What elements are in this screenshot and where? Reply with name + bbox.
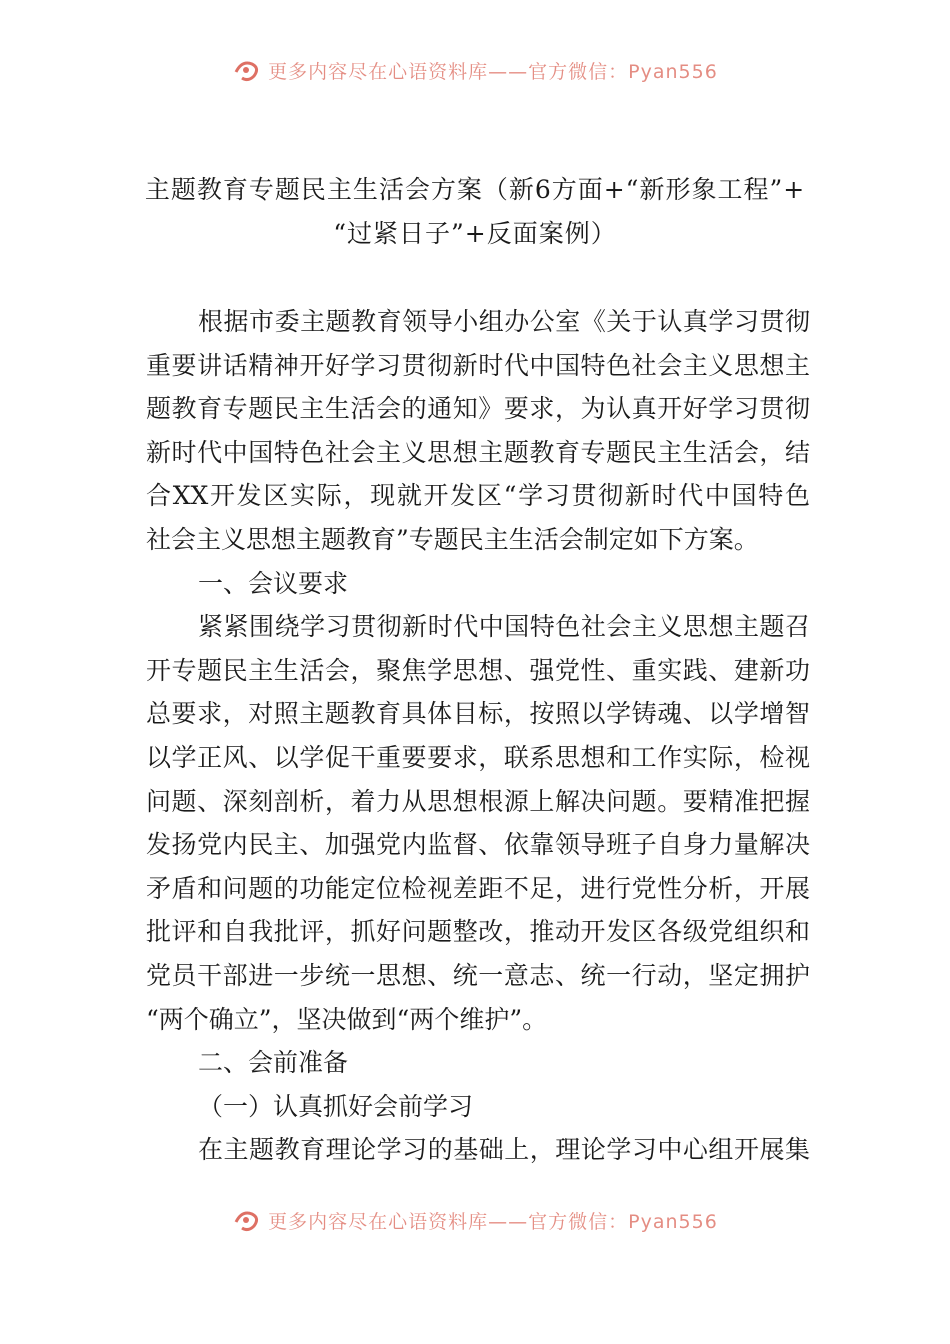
text-line: 问题、深刻剖析，着力从思想根源上解决问题。要精准把握 bbox=[146, 786, 810, 816]
section-heading: 一、会议要求 bbox=[198, 568, 349, 598]
text-line: 新时代中国特色社会主义思想主题教育专题民主生活会，结 bbox=[146, 437, 810, 467]
text-line: 以学正风、以学促干重要要求，联系思想和工作实际，检视 bbox=[146, 742, 810, 772]
watermark-text: 更多内容尽在心语资料库——官方微信：Pyan556 bbox=[268, 60, 718, 83]
text-line: 合XX开发区实际，现就开发区“学习贯彻新时代中国特色 bbox=[146, 481, 810, 511]
text-line: 紧紧围绕学习贯彻新时代中国特色社会主义思想主题召 bbox=[198, 612, 810, 642]
watermark-text: 更多内容尽在心语资料库——官方微信：Pyan556 bbox=[268, 1210, 718, 1233]
text-line: 重要讲话精神开好学习贯彻新时代中国特色社会主义思想主 bbox=[146, 350, 810, 380]
section-heading: 二、会前准备 bbox=[198, 1048, 349, 1078]
text-line: 总要求，对照主题教育具体目标，按照以学铸魂、以学增智 bbox=[146, 699, 810, 729]
logo-icon bbox=[232, 58, 262, 82]
watermark-top bbox=[0, 50, 950, 90]
text-line: 根据市委主题教育领导小组办公室《关于认真学习贯彻 bbox=[198, 307, 810, 336]
subsection-heading: （一）认真抓好会前学习 bbox=[198, 1091, 474, 1121]
document-title-line-2: “过紧日子”+反面案例） bbox=[333, 219, 617, 248]
text-line: 矛盾和问题的功能定位检视差距不足，进行党性分析，开展 bbox=[146, 873, 810, 903]
document-body bbox=[146, 300, 810, 1172]
document-title-line-1: 主题教育专题民主生活会方案（新6方面+“新形象工程”+ bbox=[144, 175, 806, 204]
text-line: 发扬党内民主、加强党内监督、依靠领导班子自身力量解决 bbox=[146, 830, 810, 860]
logo-icon bbox=[232, 1208, 262, 1232]
text-line: 社会主义思想主题教育”专题民主生活会制定如下方案。 bbox=[146, 524, 759, 554]
watermark-bottom bbox=[0, 1200, 950, 1240]
text-line: 题教育专题民主生活会的通知》要求，为认真开好学习贯彻 bbox=[146, 394, 810, 424]
text-line: 在主题教育理论学习的基础上，理论学习中心组开展集 bbox=[198, 1135, 810, 1165]
text-line: 党员干部进一步统一思想、统一意志、统一行动，坚定拥护 bbox=[146, 960, 810, 990]
text-line: “两个确立”，坚决做到“两个维护”。 bbox=[146, 1004, 548, 1034]
text-line: 开专题民主生活会，聚焦学思想、强党性、重实践、建新功 bbox=[146, 655, 810, 685]
text-line: 批评和自我批评，抓好问题整改，推动开发区各级党组织和 bbox=[146, 917, 810, 947]
